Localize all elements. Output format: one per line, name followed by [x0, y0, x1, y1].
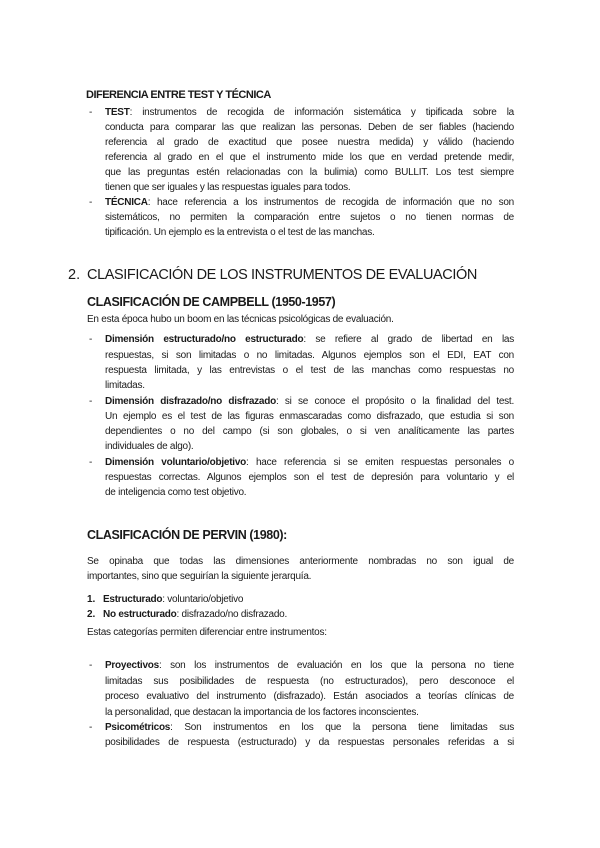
bullet-dash: -	[89, 334, 93, 345]
campbell-item-line: Dimensión estructurado/no estructurado: se refiere al grado de libertad en las	[105, 334, 514, 345]
campbell-intro: En esta época hubo un boom en las técnicas psicológicas de evaluación.	[87, 314, 394, 325]
tecnica-line: sistemáticos, no permiten la comparación entre sujetos o no tienen normas de	[105, 212, 514, 223]
pervin-intro-line: importantes, sino que seguirían la siguiente jerarquía.	[87, 571, 312, 582]
categories-intro: Estas categorías permiten diferenciar entre instrumentos:	[87, 627, 327, 638]
test-line: referencia al grado en el que el instrumento mide los que en verdad pretende medir,	[105, 152, 514, 163]
pervin-item-line: proceso evaluativo del instrumento (disfrazado). Están asociados a teorías clínicas de	[105, 691, 514, 702]
campbell-item-line: respuestas, si son limitadas o no limitadas. Algunos ejemplos son el EDI, EAT con	[105, 350, 514, 361]
campbell-item-line: Dimensión disfrazado/no disfrazado: si se conoce el propósito o la finalidad del test.	[105, 396, 514, 407]
tecnica-line: tipificación. Un ejemplo es la entrevista o el test de las manchas.	[105, 227, 375, 238]
list-number: 2.	[87, 609, 96, 620]
pervin-item-line: Psicométricos: Son instrumentos en los que la persona tiene limitadas sus	[105, 722, 514, 733]
test-line: referencia al grado de exactitud que posee nuestra medida) y válido (haciendo	[105, 137, 514, 148]
campbell-item-line: respuesta limitada, y las entrevistas o el test de las manchas como respuestas no	[105, 365, 514, 376]
campbell-item-line: individuales de algo).	[105, 441, 194, 452]
pervin-item-line: posibilidades de respuesta (estructurado) y da respuestas personales referidas a si	[105, 737, 514, 748]
bullet-dash: -	[89, 197, 93, 208]
bullet-dash: -	[89, 722, 93, 733]
campbell-heading: CLASIFICACIÓN DE CAMPBELL (1950-1957)	[87, 295, 336, 309]
pervin-item-line: limitadas sus posibilidades de respuesta (no estructurados), pero desconoce el	[105, 676, 514, 687]
pervin-item-line: Proyectivos: son los instrumentos de evaluación en los que la persona no tiene	[105, 660, 514, 671]
campbell-item-line: Dimensión voluntario/objetivo: hace referencia si se emiten respuestas personales o	[105, 457, 514, 468]
list-number: 1.	[87, 594, 96, 605]
hierarchy-item: Estructurado: voluntario/objetivo	[103, 594, 244, 605]
campbell-item-line: respuestas correctas. Algunos ejemplos son el test de depresión para voluntario y el	[105, 472, 514, 483]
test-line: conducta para comparar las que realizan las personas. Deben de ser fiables (haciendo	[105, 122, 514, 133]
campbell-item-line: de inteligencia como test objetivo.	[105, 487, 247, 498]
diff-heading: DIFERENCIA ENTRE TEST Y TÉCNICA	[86, 89, 271, 101]
bullet-dash: -	[89, 107, 93, 118]
hierarchy-item: No estructurado: disfrazado/no disfrazado.	[103, 609, 288, 620]
pervin-heading: CLASIFICACIÓN DE PERVIN (1980):	[87, 528, 287, 542]
section-number: 2.	[68, 267, 81, 283]
bullet-dash: -	[89, 457, 93, 468]
bullet-dash: -	[89, 396, 93, 407]
bullet-dash: -	[89, 660, 93, 671]
campbell-item-line: Un ejemplo es el test de las figuras enmascaradas como disfrazado, que estudia si son	[105, 411, 514, 422]
pervin-item-line: la personalidad, que destacan la importancia de los factores inconscientes.	[105, 707, 419, 718]
section-heading: CLASIFICACIÓN DE LOS INSTRUMENTOS DE EVALUACIÓN	[87, 267, 477, 283]
campbell-item-line: dependientes o no del campo (si son globales, o si ven analíticamente las partes	[105, 426, 514, 437]
pervin-intro-line: Se opinaba que todas las dimensiones anteriormente nombradas no son igual de	[87, 556, 514, 567]
test-line: que las preguntas estén relacionadas con la bulimia) como BULLIT. Los test siempre	[105, 167, 514, 178]
test-line: tienen que ser iguales y las respuestas iguales para todos.	[105, 182, 351, 193]
test-line: TEST: instrumentos de recogida de información sistemática y tipificada sobre la	[105, 107, 514, 118]
tecnica-line: TÉCNICA: hace referencia a los instrumentos de recogida de información que no son	[105, 197, 514, 208]
campbell-item-line: limitadas.	[105, 380, 145, 391]
